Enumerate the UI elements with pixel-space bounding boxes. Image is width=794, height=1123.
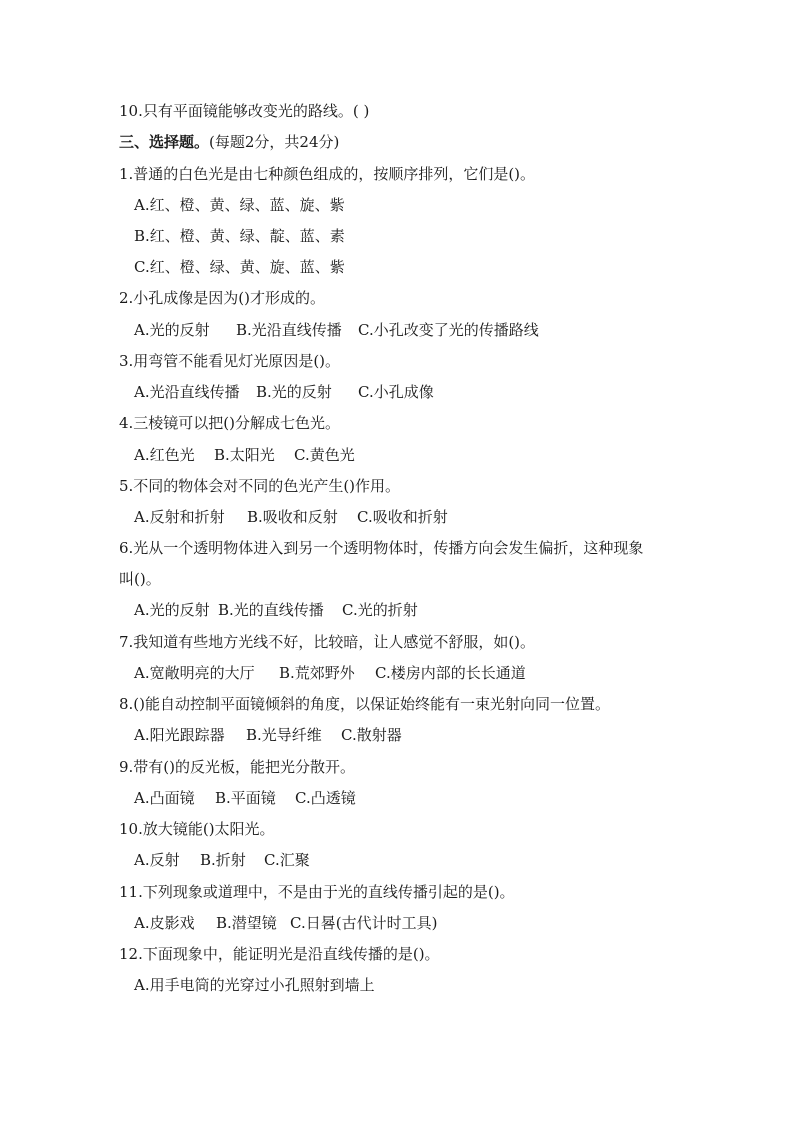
question-7: 7.我知道有些地方光线不好，比较暗，让人感觉不舒服，如()。 [119, 633, 536, 651]
question-2-option-b: B.光沿直线传播 [236, 321, 342, 339]
question-6-options [134, 600, 418, 620]
question-5-option-b: B.吸收和反射 [247, 508, 338, 526]
question-10-options [134, 850, 310, 870]
question-10-option-a: A.反射 [134, 851, 180, 869]
question-6-continued: 叫()。 [119, 570, 161, 588]
question-10: 10.放大镜能()太阳光。 [119, 820, 275, 838]
question-1-option-b: B.红、橙、黄、绿、靛、蓝、素 [134, 227, 345, 245]
question-12-option-a: A.用手电筒的光穿过小孔照射到墙上 [134, 976, 375, 994]
question-12: 12.下面现象中，能证明光是沿直线传播的是()。 [119, 945, 440, 963]
question-11-options [134, 913, 437, 933]
question-11-option-c: C.日晷(古代计时工具) [290, 914, 438, 932]
question-6-option-a: A.光的反射 [134, 601, 210, 619]
question-1: 1.普通的白色光是由七种颜色组成的，按顺序排列，它们是()。 [119, 165, 536, 183]
question-9: 9.带有()的反光板，能把光分散开。 [119, 758, 356, 776]
question-11-option-a: A.皮影戏 [134, 914, 195, 932]
question-3: 3.用弯管不能看见灯光原因是()。 [119, 352, 341, 370]
question-7-options [134, 663, 526, 683]
question-7-option-a: A.宽敞明亮的大厅 [134, 664, 255, 682]
question-6-option-c: C.光的折射 [342, 601, 418, 619]
question-10-option-c: C.汇聚 [264, 851, 310, 869]
question-2-option-a: A.光的反射 [134, 321, 210, 339]
question-5-option-c: C.吸收和折射 [357, 508, 448, 526]
question-9-option-b: B.平面镜 [215, 789, 276, 807]
question-1-option-c: C.红、橙、绿、黄、旋、蓝、紫 [134, 258, 345, 276]
question-5: 5.不同的物体会对不同的色光产生()作用。 [119, 477, 401, 495]
question-4-option-b: B.太阳光 [214, 446, 275, 464]
section-heading [119, 132, 339, 152]
question-3-option-c: C.小孔成像 [358, 383, 434, 401]
question-4-options [134, 445, 355, 465]
question-9-option-a: A.凸面镜 [134, 789, 195, 807]
question-2: 2.小孔成像是因为()才形成的。 [119, 289, 326, 307]
question-2-options [134, 320, 539, 340]
question-8: 8.()能自动控制平面镜倾斜的角度，以保证始终能有一束光射向同一位置。 [119, 695, 611, 713]
question-5-option-a: A.反射和折射 [134, 508, 225, 526]
question-8-option-a: A.阳光跟踪器 [134, 726, 225, 744]
question-5-options [134, 507, 448, 527]
question-1-option-a: A.红、橙、黄、绿、蓝、旋、紫 [134, 196, 345, 214]
question-4-option-c: C.黄色光 [294, 446, 355, 464]
question-7-option-b: B.荒郊野外 [279, 664, 355, 682]
question-8-options [134, 725, 402, 745]
question-6-option-b: B.光的直线传播 [218, 601, 324, 619]
question-9-options [134, 788, 356, 808]
true-false-question-10: 10.只有平面镜能够改变光的路线。( ) [119, 102, 370, 120]
section-title: 三、选择题。 [119, 133, 210, 151]
question-4-option-a: A.红色光 [134, 446, 195, 464]
question-11: 11.下列现象或道理中，不是由于光的直线传播引起的是()。 [119, 883, 515, 901]
question-3-option-a: A.光沿直线传播 [134, 383, 240, 401]
question-10-option-b: B.折射 [200, 851, 246, 869]
question-7-option-c: C.楼房内部的长长通道 [375, 664, 526, 682]
question-8-option-b: B.光导纤维 [246, 726, 322, 744]
question-3-options [134, 382, 434, 402]
question-11-option-b: B.潜望镜 [216, 914, 277, 932]
question-2-option-c: C.小孔改变了光的传播路线 [358, 321, 539, 339]
question-3-option-b: B.光的反射 [256, 383, 332, 401]
question-9-option-c: C.凸透镜 [295, 789, 356, 807]
question-6: 6.光从一个透明物体进入到另一个透明物体时，传播方向会发生偏折，这种现象 [119, 539, 644, 557]
question-4: 4.三棱镜可以把()分解成七色光。 [119, 414, 341, 432]
section-note: (每题2分，共24分) [209, 133, 340, 151]
question-8-option-c: C.散射器 [341, 726, 402, 744]
